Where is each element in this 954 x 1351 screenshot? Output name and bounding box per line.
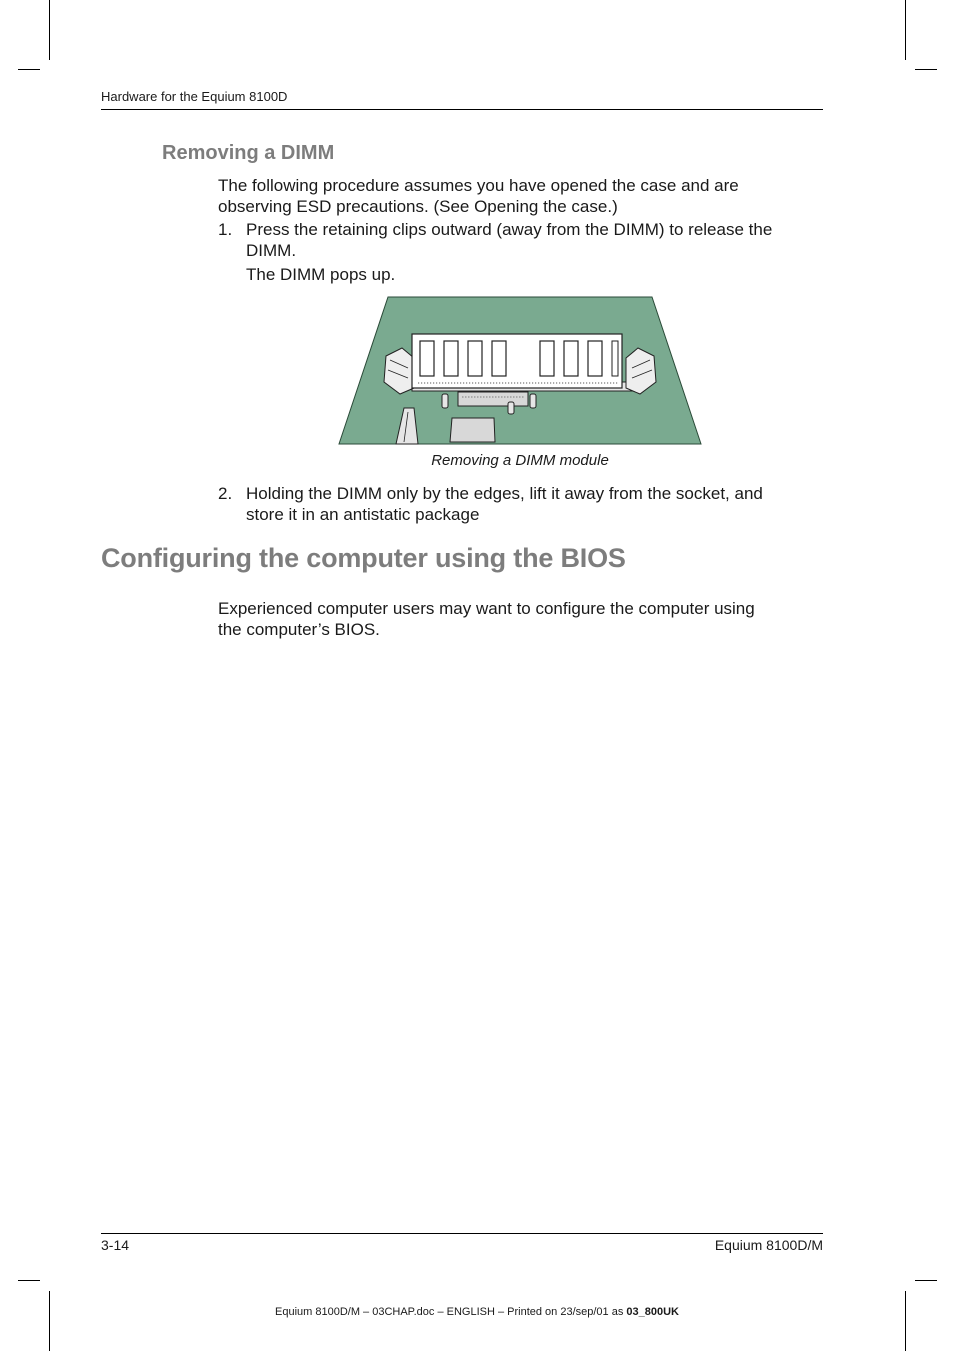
section-heading-bios: Configuring the computer using the BIOS (101, 543, 626, 573)
crop-mark-top-right-h (915, 69, 937, 70)
crop-mark-bottom-left-v (49, 1291, 50, 1351)
step-2-number: 2. (218, 484, 233, 503)
socket-lower-block (458, 392, 528, 406)
intro-line-1: The following procedure assumes you have opened the case and are (218, 176, 739, 195)
crop-mark-top-left-v (49, 0, 50, 60)
step-1-line-1: Press the retaining clips outward (away from the DIMM) to release the (246, 220, 773, 239)
step-1-number: 1. (218, 220, 233, 239)
figure-caption: Removing a DIMM module (431, 452, 609, 469)
crop-mark-top-left-h (18, 69, 40, 70)
dimm-removal-illustration (338, 296, 702, 445)
running-header: Hardware for the Equium 8100D (101, 89, 288, 104)
crop-mark-top-right-v (905, 0, 906, 60)
step-2-line-1: Holding the DIMM only by the edges, lift it away from the socket, and (246, 484, 763, 503)
header-rule (101, 109, 823, 110)
chip-component (450, 418, 495, 442)
crop-mark-bottom-left-h (18, 1280, 40, 1281)
bios-paragraph (218, 599, 824, 640)
print-info: Equium 8100D/M – 03CHAP.doc – ENGLISH – Printed on 23/sep/01 as (275, 1306, 624, 1318)
step-1-line-2: DIMM. (246, 240, 297, 260)
bios-line-1: Experienced computer users may want to configure the computer using (218, 599, 755, 618)
page-number: 3-14 (101, 1237, 130, 1253)
bios-line-2: the computer’s BIOS. (218, 619, 380, 639)
print-info-line (0, 1306, 954, 1318)
footer-product: Equium 8100D/M (714, 1237, 823, 1253)
section-heading-removing-dimm: Removing a DIMM (162, 142, 335, 164)
footer-rule (101, 1233, 823, 1234)
crop-mark-bottom-right-h (915, 1280, 937, 1281)
print-file: 03_800UK (626, 1306, 679, 1318)
crop-mark-bottom-right-v (905, 1291, 906, 1351)
intro-line-2: observing ESD precautions. (See Opening the case.) (218, 196, 618, 216)
intro-paragraph (218, 176, 824, 217)
step-1-result-text: The DIMM pops up. (246, 265, 396, 284)
dimm-module (412, 334, 622, 388)
step-2-line-2: store it in an antistatic package (246, 504, 480, 524)
